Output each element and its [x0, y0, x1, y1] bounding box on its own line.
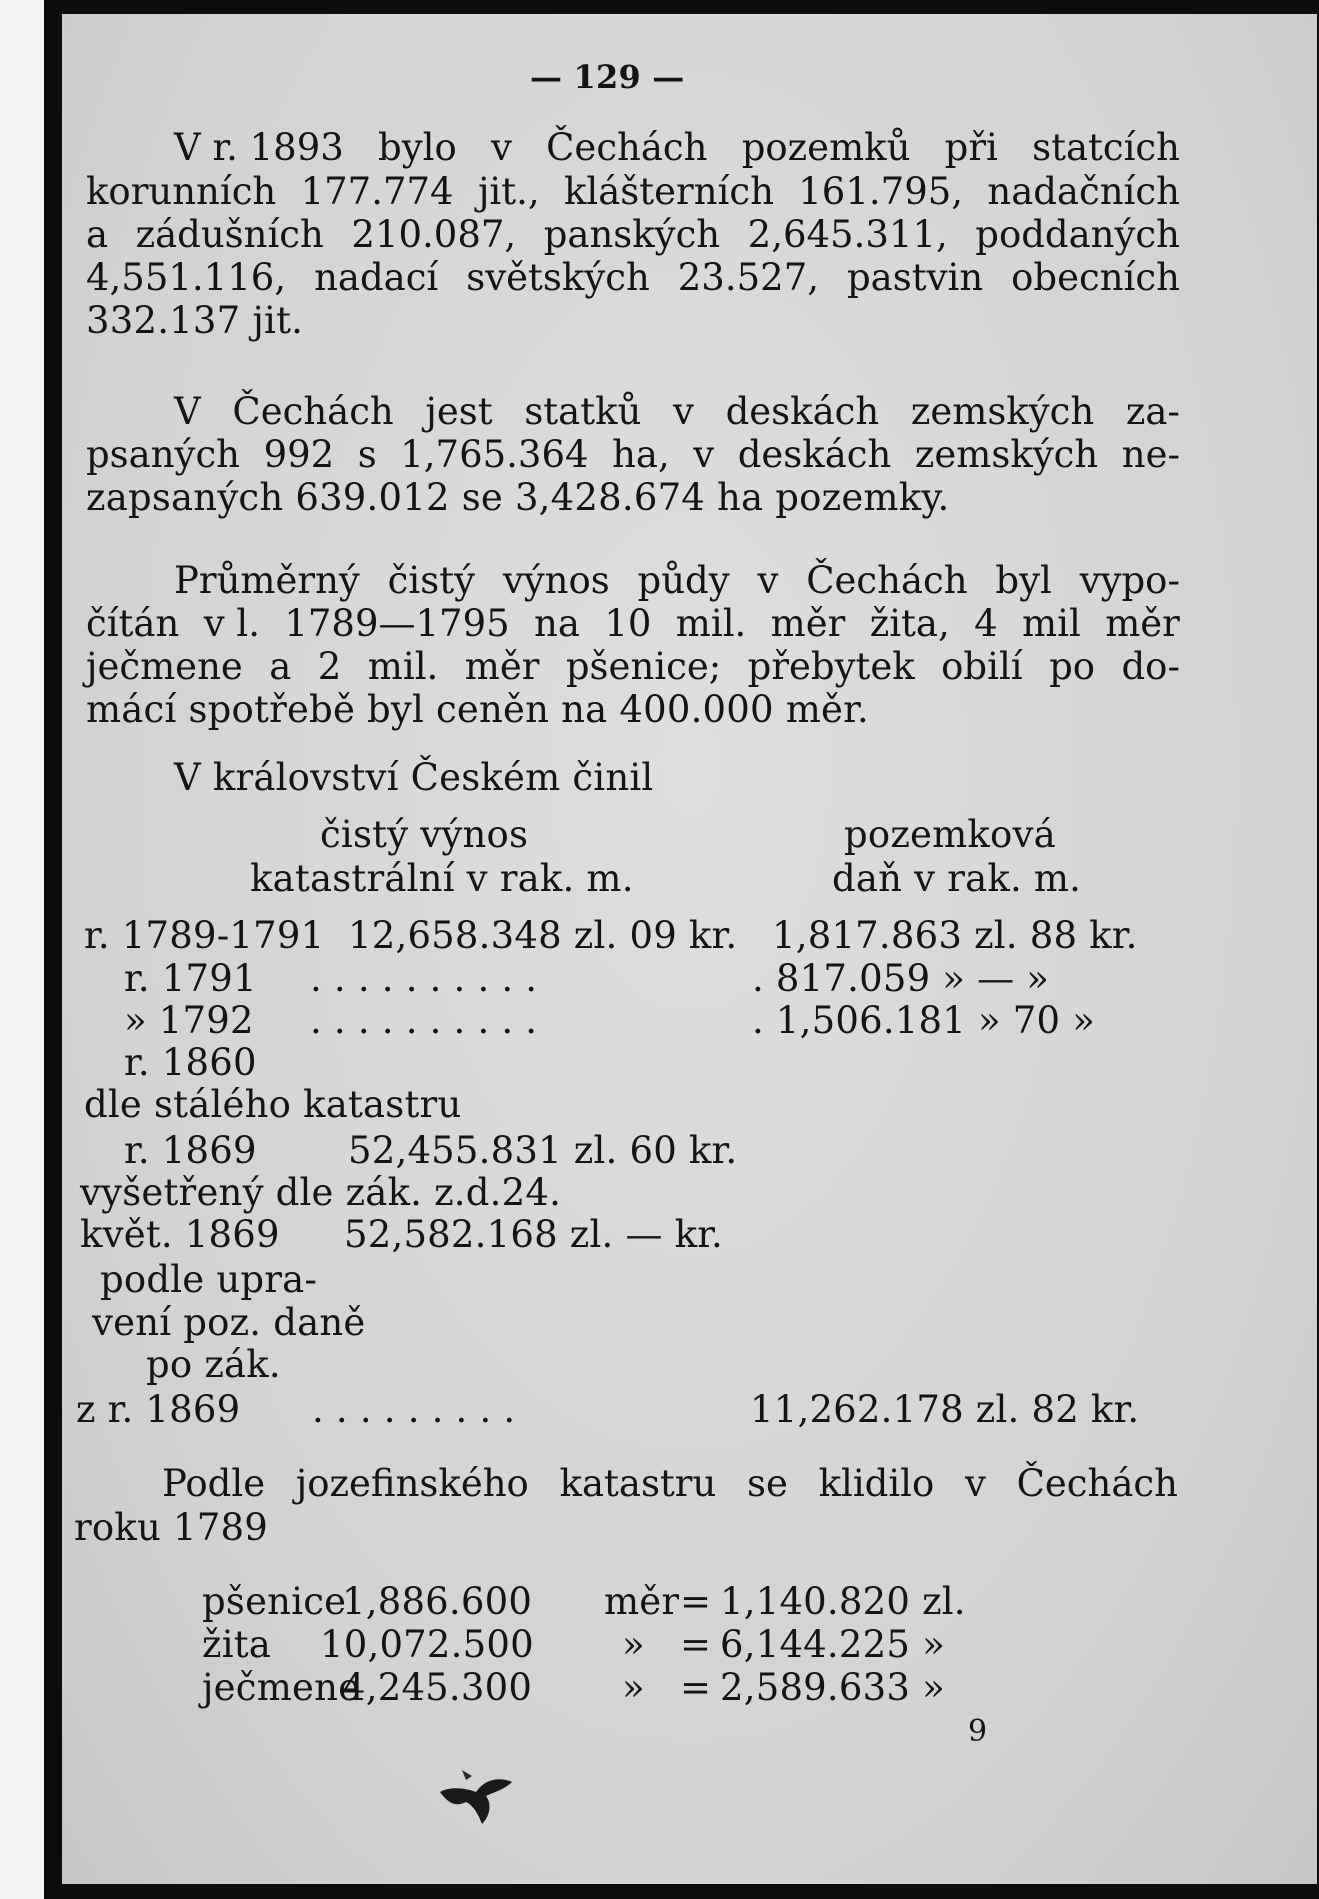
grain-value: 6,144.225 » [720, 1623, 945, 1666]
text-line: 332.137 jit. [86, 299, 304, 342]
table-header-col1: čistý výnos [320, 813, 529, 856]
book-page [62, 14, 1317, 1884]
grain-unit: » [622, 1623, 645, 1666]
text-line: 4,551.116, nadací světských 23.527, pastvin obecních [86, 256, 1180, 299]
page-gutter [0, 0, 44, 1899]
page-number: — 129 — [530, 58, 685, 96]
grain-unit: měr [604, 1580, 680, 1623]
text-line: mácí spotřebě byl ceněn na 400.000 měr. [86, 688, 869, 731]
table-row-dots: . . . . . . . . . [312, 1388, 516, 1431]
table-row-tax: . 817.059 » — » [752, 957, 1050, 1000]
table-row-year: r. 1789-1791 [84, 914, 325, 957]
table-row-year: » 1792 [124, 999, 254, 1042]
text-line: a zádušních 210.087, panských 2,645.311, poddaných [86, 213, 1180, 256]
grain-amount: 1,886.600 [342, 1580, 533, 1623]
grain-name: pšenice [202, 1580, 347, 1623]
table-row-year: r. 1869 [124, 1129, 257, 1172]
text-line: roku 1789 [74, 1506, 268, 1549]
grain-amount: 4,245.300 [342, 1666, 533, 1709]
table-intro: V království Českém činil [174, 756, 654, 799]
grain-eq: = [680, 1580, 712, 1623]
table-row-dots: . . . . . . . . . . [310, 999, 538, 1042]
table-row-net: 52,455.831 zl. 60 kr. [348, 1129, 738, 1172]
text-line: korunních 177.774 jit., klášterních 161.795, nadačních [86, 170, 1180, 213]
table-row-year: z r. 1869 [76, 1388, 241, 1431]
table-header-col2: daň v rak. m. [832, 857, 1082, 900]
table-header-col2: pozemková [844, 813, 1056, 856]
text-line: ječmene a 2 mil. měr pšenice; přebytek obilí po do- [86, 645, 1180, 688]
grain-eq: = [680, 1666, 712, 1709]
table-header-col1: katastrální v rak. m. [250, 857, 634, 900]
text-line: Průměrný čistý výnos půdy v Čechách byl vypo- [174, 559, 1180, 602]
grain-amount: 10,072.500 [320, 1623, 534, 1666]
table-row-net: 52,582.168 zl. — kr. [344, 1213, 724, 1256]
table-row-year: r. 1860 [124, 1041, 257, 1084]
ornament-icon [436, 1762, 516, 1828]
grain-value: 1,140.820 zl. [720, 1580, 966, 1623]
text-line: V Čechách jest statků v deskách zemských za- [174, 390, 1180, 433]
table-row-tax: 1,817.863 zl. 88 kr. [772, 914, 1138, 957]
table-row-note: po zák. [146, 1343, 281, 1386]
grain-value: 2,589.633 » [720, 1666, 945, 1709]
grain-eq: = [680, 1623, 712, 1666]
table-row-tax: . 1,506.181 » 70 » [752, 999, 1096, 1042]
text-line: zapsaných 639.012 se 3,428.674 ha pozemky. [86, 476, 950, 519]
table-row-year: květ. 1869 [80, 1213, 280, 1256]
table-row-year: r. 1791 [124, 957, 257, 1000]
table-row-note: podle upra- [100, 1258, 318, 1301]
table-row-tax: 11,262.178 zl. 82 kr. [750, 1388, 1140, 1431]
text-line: psaných 992 s 1,765.364 ha, v deskách zemských ne- [86, 433, 1180, 476]
text-line: Podle jozefinského katastru se klidilo v Čechách [162, 1462, 1178, 1505]
grain-unit: » [622, 1666, 645, 1709]
text-line: V r. 1893 bylo v Čechách pozemků při statcích [174, 126, 1180, 169]
table-row-note: vení poz. daně [92, 1301, 366, 1344]
table-row-note: vyšetřený dle zák. z.d.24. [80, 1171, 562, 1214]
grain-name: žita [202, 1623, 272, 1666]
signature-mark: 9 [968, 1714, 988, 1749]
table-row-note: dle stálého katastru [84, 1083, 462, 1126]
grain-name: ječmene [202, 1666, 361, 1709]
text-line: čítán v l. 1789—1795 na 10 mil. měr žita, 4 mil měr [86, 602, 1180, 645]
table-row-net: 12,658.348 zl. 09 kr. [348, 914, 738, 957]
table-row-dots: . . . . . . . . . . [310, 957, 538, 1000]
